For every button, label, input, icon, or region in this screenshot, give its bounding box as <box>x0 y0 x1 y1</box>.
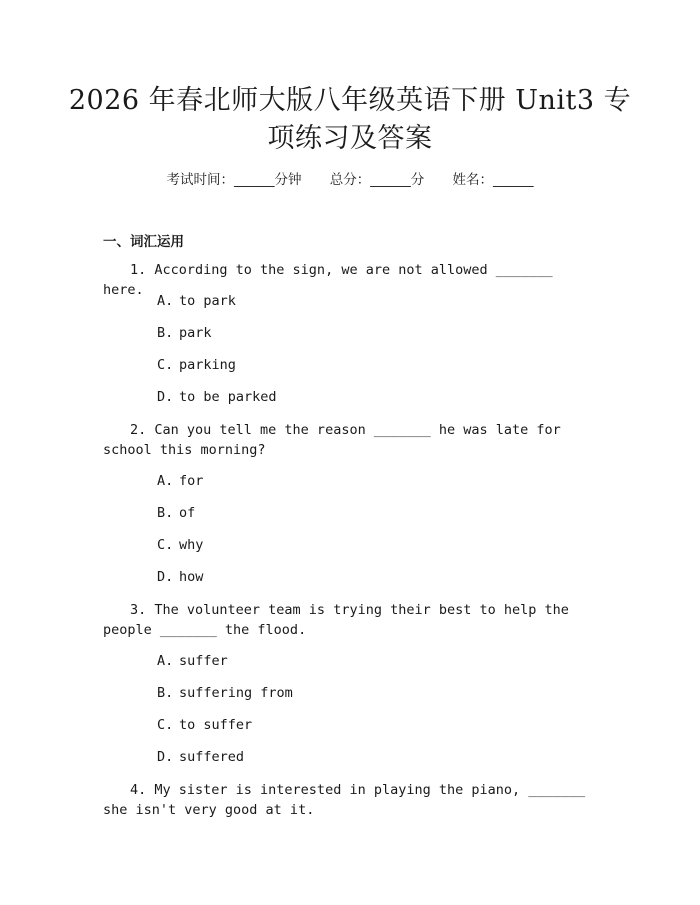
option-letter: C. <box>157 357 174 373</box>
option-letter: A. <box>157 293 174 309</box>
exam-time: 考试时间：______分钟 <box>166 172 302 188</box>
option-letter: D. <box>157 749 174 765</box>
option-letter: B. <box>157 325 174 341</box>
section-title: 一、词汇运用 <box>103 234 184 250</box>
option-text: parking <box>179 357 236 373</box>
document-title <box>60 82 640 158</box>
option-text: suffering from <box>179 685 293 701</box>
option-text: to suffer <box>179 717 253 733</box>
option-text: for <box>179 473 204 489</box>
question-2-option-b[interactable] <box>157 505 195 521</box>
option-letter: D. <box>157 569 174 585</box>
question-1-option-a[interactable] <box>157 293 236 309</box>
option-text: suffered <box>179 749 245 765</box>
question-1-option-b[interactable] <box>157 325 212 341</box>
student-name: 姓名：______ <box>452 172 534 188</box>
total-score: 总分：______分 <box>329 172 425 188</box>
question-3-option-d[interactable] <box>157 749 244 765</box>
title-line-1: 2026 年春北师大版八年级英语下册 Unit3 专 <box>68 85 632 116</box>
question-3-stem: 3. The volunteer team is trying their best to help the people _______ the flood. <box>103 602 569 638</box>
option-text: to be parked <box>179 389 277 405</box>
option-letter: B. <box>157 685 174 701</box>
option-letter: A. <box>157 653 174 669</box>
question-1-option-d[interactable] <box>157 389 277 405</box>
option-letter: D. <box>157 389 174 405</box>
question-2-option-a[interactable] <box>157 473 203 489</box>
question-1-option-c[interactable] <box>157 357 236 373</box>
option-letter: C. <box>157 537 174 553</box>
question-3-option-a[interactable] <box>157 653 228 669</box>
question-2-option-d[interactable] <box>157 569 203 585</box>
option-text: of <box>179 505 196 521</box>
question-3-option-b[interactable] <box>157 685 293 701</box>
option-text: why <box>179 537 204 553</box>
option-letter: B. <box>157 505 174 521</box>
option-text: how <box>179 569 204 585</box>
option-letter: C. <box>157 717 174 733</box>
question-4-stem: 4. My sister is interested in playing the piano, _______ she isn't very good at it. <box>103 782 586 818</box>
question-2-stem: 2. Can you tell me the reason _______ he was late for school this morning? <box>103 422 561 458</box>
question-2-option-c[interactable] <box>157 537 203 553</box>
option-text: to park <box>179 293 236 309</box>
option-text: park <box>179 325 212 341</box>
exam-meta <box>0 168 700 188</box>
option-letter: A. <box>157 473 174 489</box>
title-line-2: 项练习及答案 <box>267 123 433 154</box>
question-1-stem: 1. According to the sign, we are not allowed _______ here. <box>103 262 553 298</box>
question-3-option-c[interactable] <box>157 717 252 733</box>
option-text: suffer <box>179 653 228 669</box>
